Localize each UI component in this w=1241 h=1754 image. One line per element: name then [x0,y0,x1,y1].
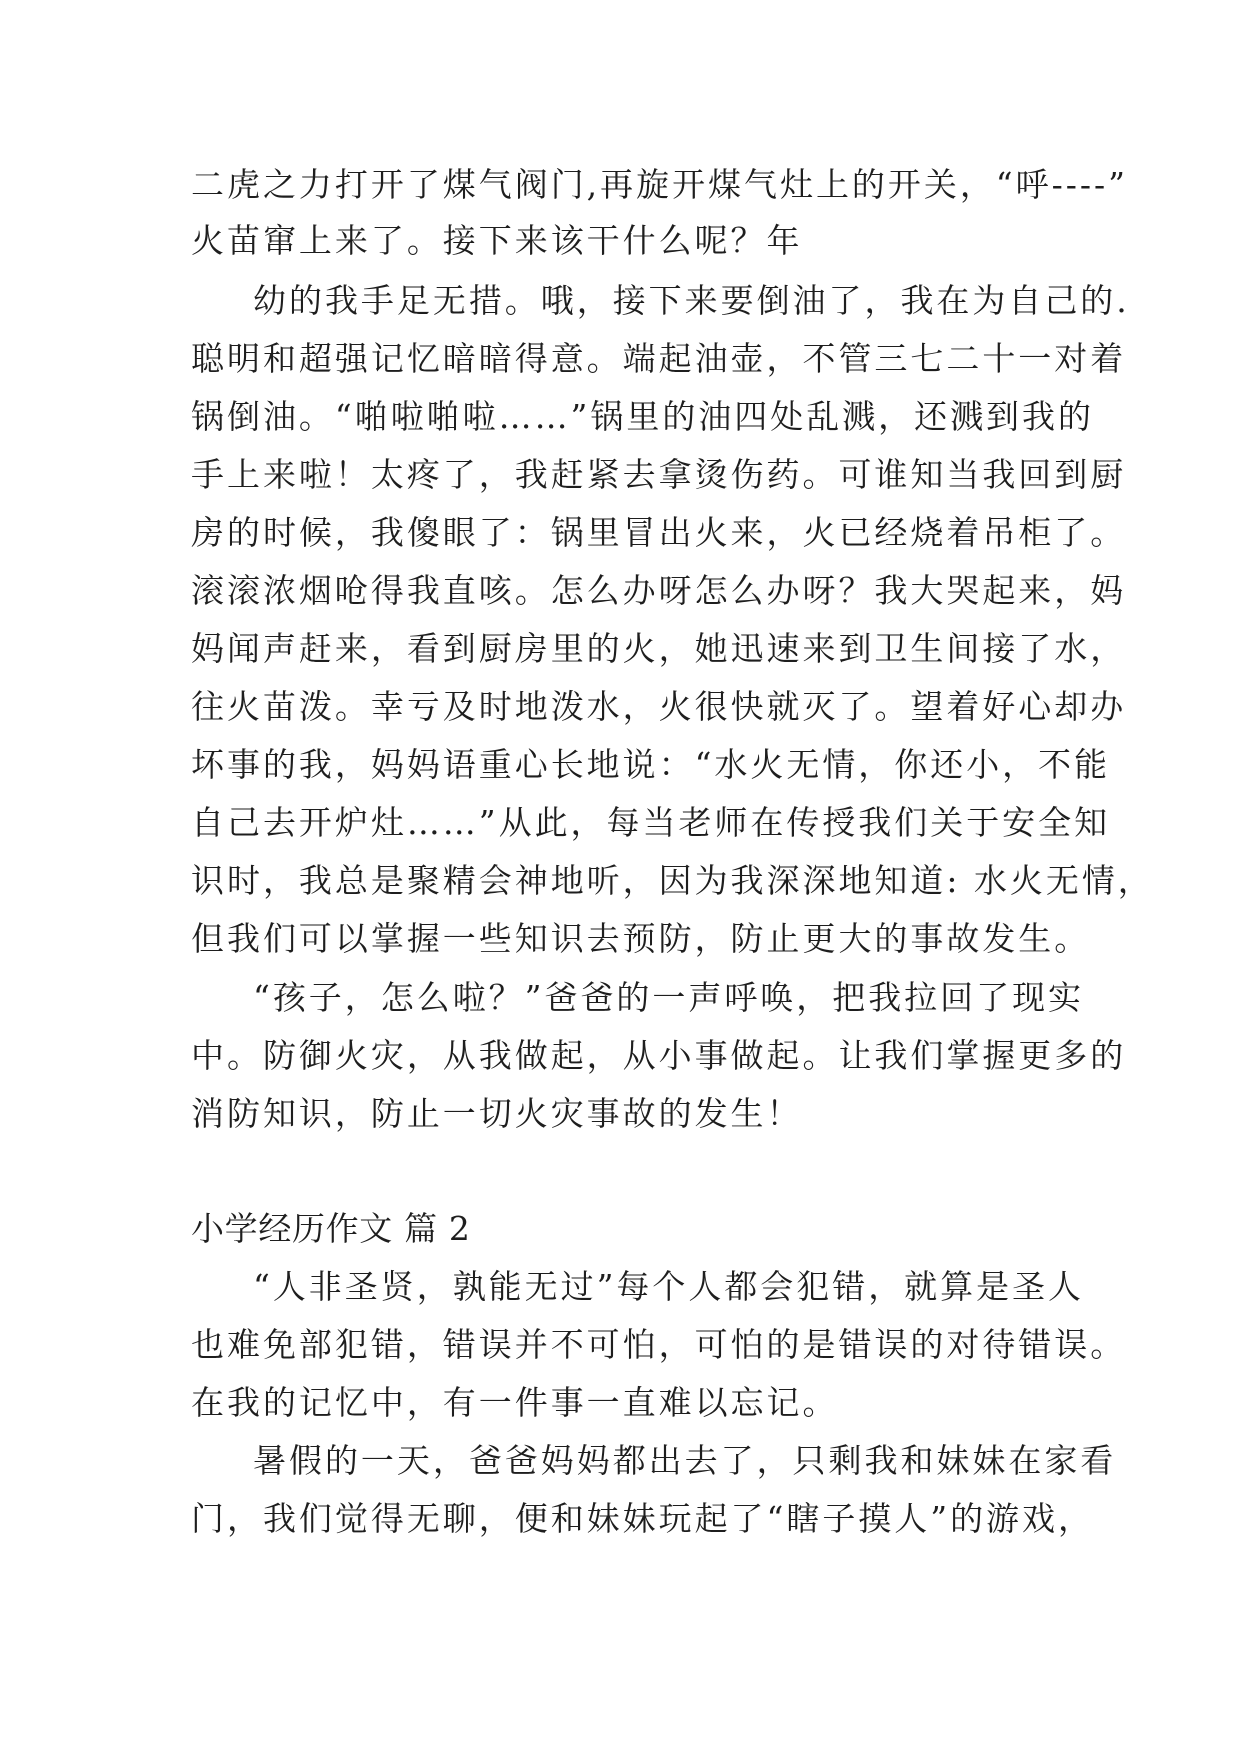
paragraph-line: “孩子，怎么啦？”爸爸的一声呼唤，把我拉回了现实 [253,978,1085,1017]
paragraph-line: 妈闻声赶来，看到厨房里的火，她迅速来到卫生间接了水， [191,629,1127,668]
paragraph-line: 坏事的我，妈妈语重心长地说：“水火无情，你还小，不能 [191,745,1111,784]
paragraph-line: 聪明和超强记忆暗暗得意。端起油壶，不管三七二十一对着 [191,339,1127,378]
paragraph-line: 二虎之力打开了煤气阀门,再旋开煤气灶上的开关，“呼----” [191,165,1128,204]
paragraph-line: 锅倒油。“啪啦啪啦……”锅里的油四处乱溅，还溅到我的 [191,397,1094,436]
paragraph-line: 门，我们觉得无聊，便和妹妹玩起了“瞎子摸人”的游戏， [191,1499,1094,1538]
paragraph-line: 在我的记忆中，有一件事一直难以忘记。 [191,1383,839,1422]
paragraph-line: 自己去开炉灶……”从此，每当老师在传授我们关于安全知 [191,803,1111,842]
paragraph-line: 幼的我手足无措。哦，接下来要倒油了，我在为自己的. [253,281,1130,320]
section-heading: 小学经历作文 篇 2 [191,1209,471,1248]
paragraph-line: 房的时候，我傻眼了：锅里冒出火来，火已经烧着吊柜了。 [191,513,1127,552]
paragraph-line: 也难免部犯错，错误并不可怕，可怕的是错误的对待错误。 [191,1325,1127,1364]
paragraph-line: 识时，我总是聚精会神地听，因为我深深地知道: 水火无情， [191,861,1154,900]
paragraph-line: 火苗窜上来了。接下来该干什么呢？年 [191,221,803,260]
paragraph-line: 但我们可以掌握一些知识去预防，防止更大的事故发生。 [191,919,1091,958]
paragraph-line: 消防知识，防止一切火灾事故的发生！ [191,1094,803,1133]
paragraph-line: 往火苗泼。幸亏及时地泼水，火很快就灭了。望着好心却办 [191,687,1127,726]
paragraph-line: 中。防御火灾，从我做起，从小事做起。让我们掌握更多的 [191,1036,1127,1075]
paragraph-line: 滚滚浓烟呛得我直咳。怎么办呀怎么办呀？我大哭起来，妈 [191,571,1127,610]
paragraph-line: “人非圣贤，孰能无过”每个人都会犯错，就算是圣人 [253,1267,1085,1306]
paragraph-line: 手上来啦！太疼了，我赶紧去拿烫伤药。可谁知当我回到厨 [191,455,1127,494]
paragraph-line: 暑假的一天，爸爸妈妈都出去了，只剩我和妹妹在家看 [253,1441,1117,1480]
